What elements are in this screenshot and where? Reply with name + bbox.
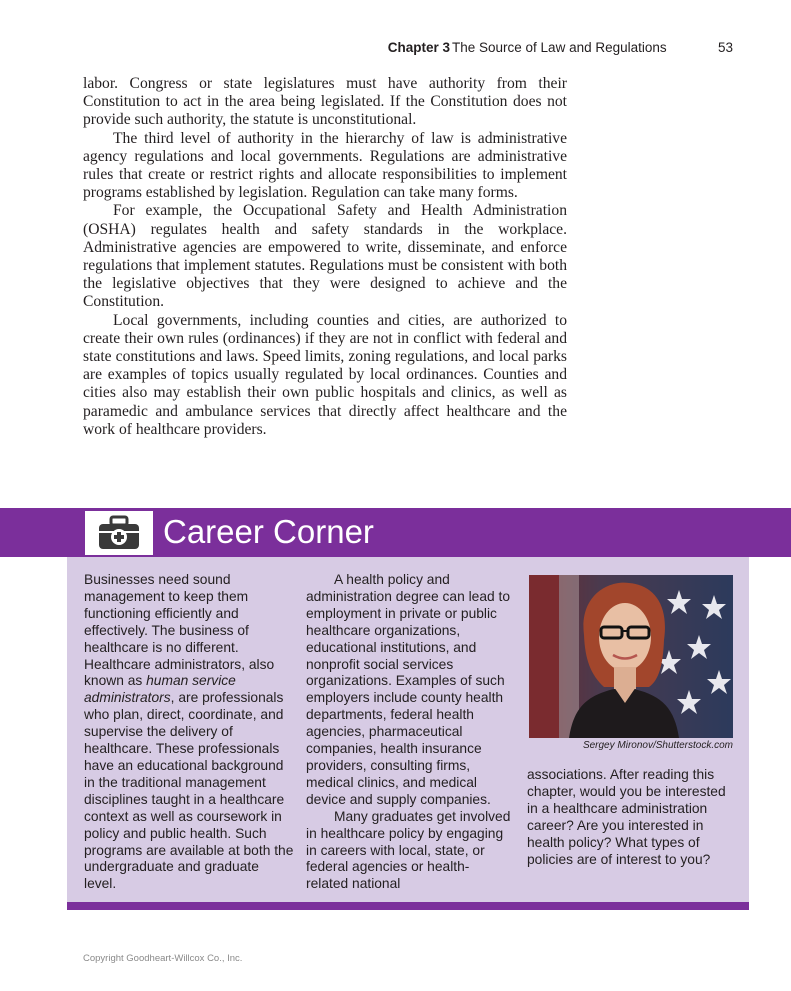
career-corner-icon-box [85,511,153,555]
body-text [83,75,567,439]
col1-emphasis: human service administrators [84,673,236,706]
career-corner-title: Career Corner [163,513,374,550]
col2-paragraph: A health policy and administration degree can lead to employment in private or public healthcare organizations, educational institutions, and nonprofit social services organizations. Examples of such employers include county health departments, federal health agencies, pharmaceutical companies, health insurance providers, consulting firms, medical clinics, and medical device and supply companies. [306,572,511,807]
copyright-footer: Copyright Goodheart-Willcox Co., Inc. [83,953,243,964]
body-paragraph: Local governments, including counties and cities, are authorized to create their own rules (ordinances) if they are not in conflict with federal and state constitutions and laws. Speed limits, zoning regulations, and local parks are examples of topics usually regulated by local ordinances. Counties and cities also may establish their own public hospitals and clinics, as well as paramedic and ambulance services that directly affect healthcare and the work of healthcare providers. [83,311,567,438]
career-corner-column-1 [84,572,294,893]
career-corner-column-2 [306,572,511,893]
medical-briefcase-icon [97,515,141,551]
col3-paragraph: associations. After reading this chapter, would you be interested in a healthcare administration career? Are you interested in health policy? What types of policies are of interest to you? [527,767,726,867]
page-number: 53 [718,40,734,55]
col2-paragraph: Many graduates get involved in healthcare policy by engaging in careers with local, state, or federal agencies or health-related national [306,808,511,892]
career-corner-bottom-rule [67,902,749,910]
body-paragraph: The third level of authority in the hierarchy of law is administrative agency regulations and local governments. Regulations are administrative rules that create or restrict rights and allocate responsibilities to implement programs established by legislation. Regulation can take many forms. [83,129,567,202]
running-head [0,40,791,58]
chapter-title: The Source of Law and Regulations [452,40,667,55]
body-paragraph: For example, the Occupational Safety and Health Administration (OSHA) regulates health and safety standards in the workplace. Administrative agencies are empowered to write, disseminate, and enforce regulations that implement statutes. Regulations must be consistent with both the legislative objectives that they were designed to achieve and the Constitution. [83,202,567,311]
chapter-label: Chapter 3 [387,40,450,55]
col1-text-start: Businesses need sound management to keep them functioning efficiently and effectively. The business of healthcare is no different. Healthcare administrators, also known as [84,572,275,689]
career-corner-column-3 [527,767,732,868]
portrait-photo [529,575,733,738]
photo-credit: Sergey Mironov/Shutterstock.com [582,740,733,751]
col1-text-end: , are professionals who plan, direct, coordinate, and supervise the delivery of healthcare. These professionals have an educational background in the traditional management disciplines taught in a healthcare context as well as coursework in policy and public health. Such programs are available at both the undergraduate and graduate level. [84,690,294,892]
body-paragraph: labor. Congress or state legislatures must have authority from their Constitution to act in the area being legislated. If the Constitution does not provide such authority, the statute is unconstitutional. [83,75,567,129]
portrait-illustration [529,575,733,738]
